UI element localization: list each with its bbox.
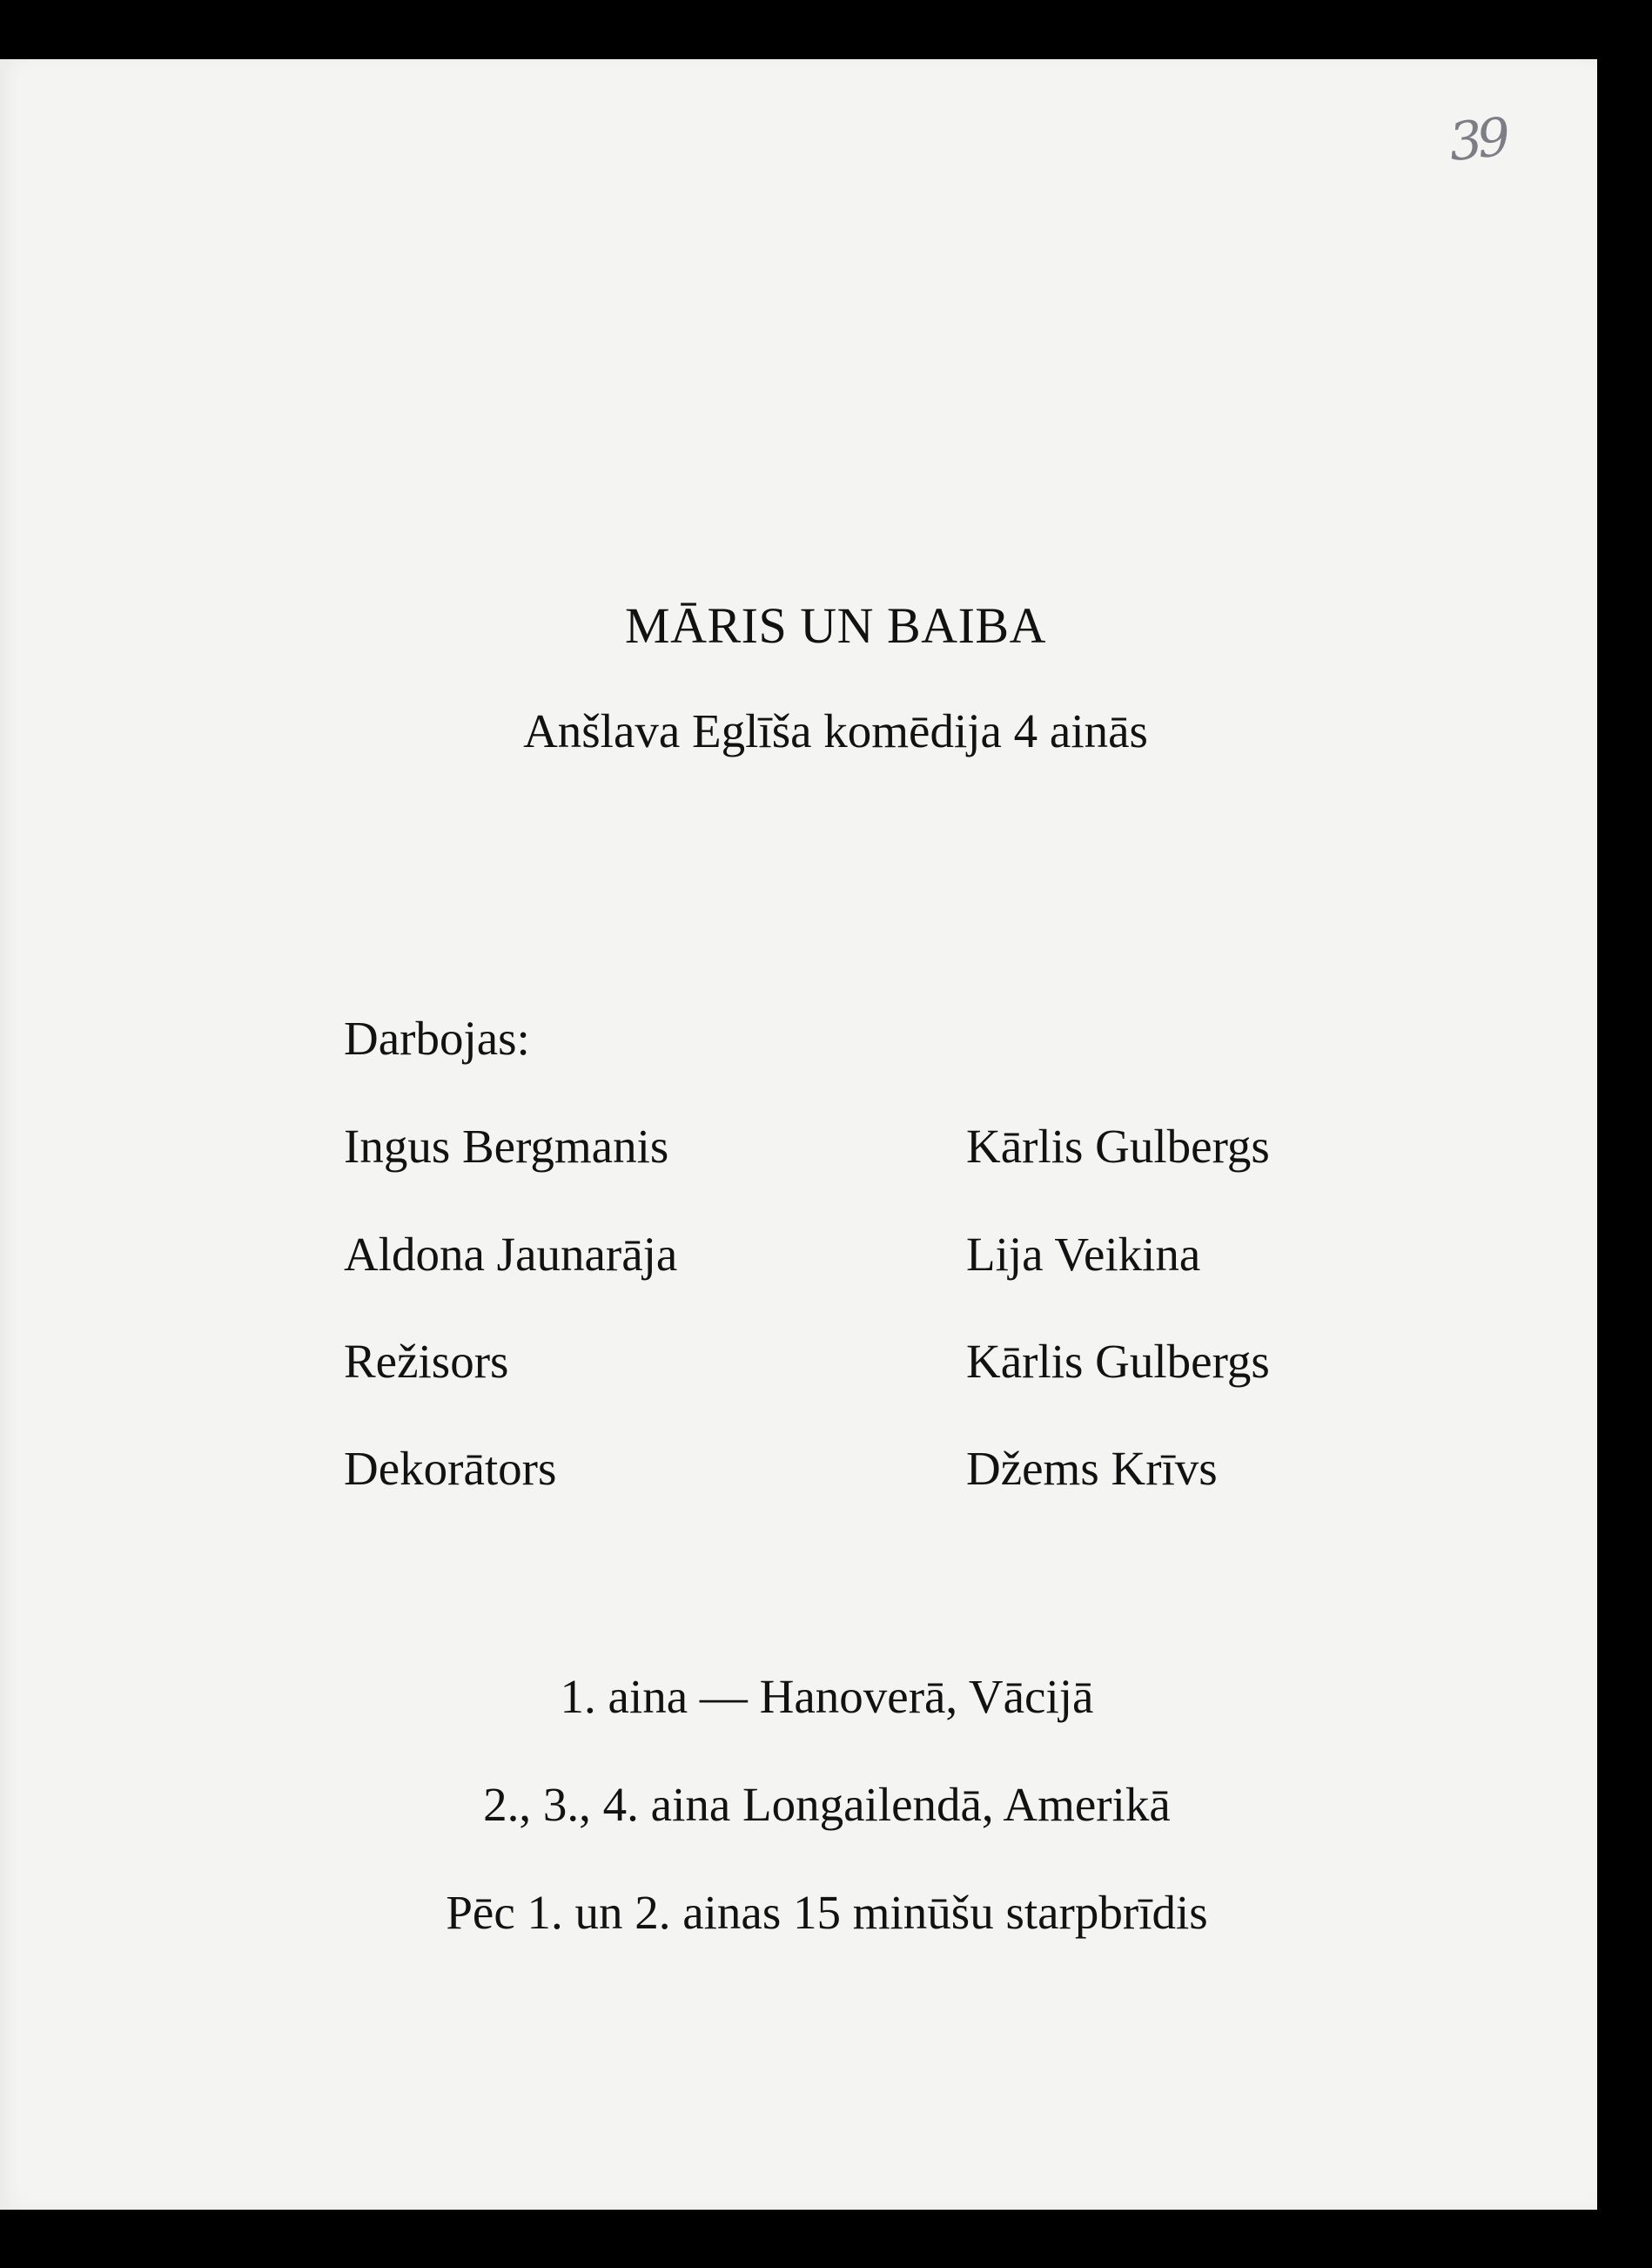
play-title: MĀRIS UN BAIBA [625, 597, 1046, 654]
cast-heading: Darbojas: [344, 1012, 530, 1065]
cast-role: Ingus Bergmanis [344, 1120, 669, 1173]
handwritten-page-number: 39 [1446, 106, 1508, 174]
cast-row [344, 1119, 1388, 1180]
cast-role: Aldona Jaunarāja [344, 1228, 678, 1281]
cast-role: Režisors [344, 1335, 509, 1388]
cast-person: Kārlis Gulbergs [966, 1120, 1270, 1173]
cast-person: Lija Veikina [966, 1228, 1201, 1281]
scene-info-line: 1. aina — Hanoverā, Vācijā [560, 1670, 1094, 1723]
play-subtitle: Anšlava Eglīša komēdija 4 ainās [523, 704, 1148, 757]
cast-person: Kārlis Gulbergs [966, 1335, 1270, 1388]
cast-row [344, 1334, 1388, 1395]
cast-row [344, 1227, 1388, 1288]
cast-role: Dekorātors [344, 1442, 557, 1495]
document-page [0, 59, 1597, 2210]
scene-info-line: 2., 3., 4. aina Longailendā, Amerikā [483, 1778, 1171, 1831]
cast-row [344, 1441, 1388, 1502]
intermission-info-line: Pēc 1. un 2. ainas 15 minūšu starpbrīdis [446, 1886, 1208, 1939]
cast-person: Džems Krīvs [966, 1442, 1218, 1495]
